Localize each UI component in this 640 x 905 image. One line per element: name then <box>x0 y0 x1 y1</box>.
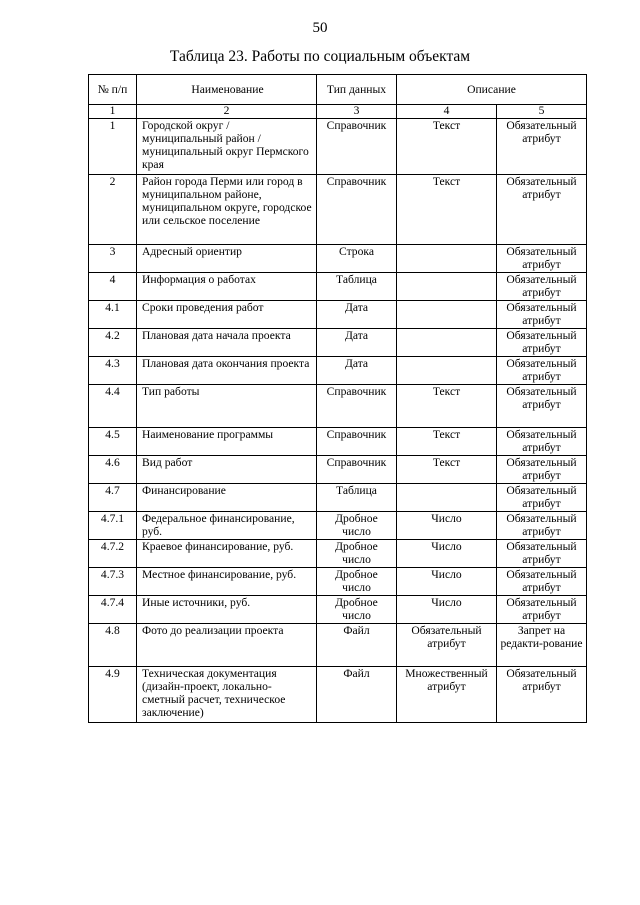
row-description-4: Число <box>397 512 497 540</box>
table-row <box>89 273 587 301</box>
row-number: 1 <box>89 119 137 175</box>
table-row <box>89 624 587 667</box>
row-name: Информация о работах <box>137 273 317 301</box>
col-number-5: 5 <box>497 105 587 119</box>
row-description-5: Обязательный атрибут <box>497 540 587 568</box>
row-data-type: Таблица <box>317 484 397 512</box>
table-row <box>89 568 587 596</box>
table-row <box>89 245 587 273</box>
row-description-4: Текст <box>397 175 497 245</box>
column-numbers-row <box>89 105 587 119</box>
page-number: 50 <box>312 20 328 36</box>
table-title: Таблица 23. Работы по социальным объектам <box>169 48 471 65</box>
row-name: Техническая документация (дизайн-проект, локально-сметный расчет, техническое заключение) <box>137 667 317 723</box>
row-data-type: Дробное число <box>317 568 397 596</box>
row-description-4 <box>397 329 497 357</box>
row-data-type: Справочник <box>317 385 397 428</box>
table-row <box>89 596 587 624</box>
row-description-4: Текст <box>397 385 497 428</box>
table-row <box>89 357 587 385</box>
row-description-5: Обязательный атрибут <box>497 428 587 456</box>
table-row <box>89 329 587 357</box>
row-description-5: Запрет на редакти-рование <box>497 624 587 667</box>
table-row <box>89 428 587 456</box>
col-number-3: 3 <box>317 105 397 119</box>
row-number: 4.5 <box>89 428 137 456</box>
table-row <box>89 385 587 428</box>
row-number: 4.7 <box>89 484 137 512</box>
row-name: Вид работ <box>137 456 317 484</box>
row-name: Сроки проведения работ <box>137 301 317 329</box>
row-name: Фото до реализации проекта <box>137 624 317 667</box>
row-number: 4.8 <box>89 624 137 667</box>
row-description-5: Обязательный атрибут <box>497 484 587 512</box>
row-description-5: Обязательный атрибут <box>497 667 587 723</box>
row-description-4 <box>397 245 497 273</box>
row-number: 4.3 <box>89 357 137 385</box>
row-number: 4.7.4 <box>89 596 137 624</box>
row-data-type: Дробное число <box>317 512 397 540</box>
table-body <box>89 119 587 723</box>
header-num: № п/п <box>89 75 137 105</box>
row-description-5: Обязательный атрибут <box>497 385 587 428</box>
row-number: 4.4 <box>89 385 137 428</box>
row-description-4 <box>397 273 497 301</box>
row-name: Район города Перми или город в муниципальном районе, муниципальном округе, городское или сельское поселение <box>137 175 317 245</box>
row-description-5: Обязательный атрибут <box>497 245 587 273</box>
row-name: Иные источники, руб. <box>137 596 317 624</box>
row-description-5: Обязательный атрибут <box>497 357 587 385</box>
row-name: Финансирование <box>137 484 317 512</box>
row-description-4: Число <box>397 596 497 624</box>
row-number: 2 <box>89 175 137 245</box>
row-data-type: Строка <box>317 245 397 273</box>
row-description-5: Обязательный атрибут <box>497 456 587 484</box>
row-number: 4.1 <box>89 301 137 329</box>
row-name: Наименование программы <box>137 428 317 456</box>
row-name: Федеральное финансирование, руб. <box>137 512 317 540</box>
row-description-5: Обязательный атрибут <box>497 512 587 540</box>
row-data-type: Справочник <box>317 428 397 456</box>
row-description-4: Текст <box>397 119 497 175</box>
row-number: 4.7.3 <box>89 568 137 596</box>
row-description-4 <box>397 484 497 512</box>
header-type: Тип данных <box>317 75 397 105</box>
row-description-5: Обязательный атрибут <box>497 301 587 329</box>
row-number: 4.6 <box>89 456 137 484</box>
works-table <box>88 74 587 723</box>
row-data-type: Таблица <box>317 273 397 301</box>
table-row <box>89 175 587 245</box>
header-name: Наименование <box>137 75 317 105</box>
row-number: 4.7.1 <box>89 512 137 540</box>
row-name: Городской округ / муниципальный район / муниципальный округ Пермского края <box>137 119 317 175</box>
row-description-4 <box>397 301 497 329</box>
row-description-5: Обязательный атрибут <box>497 175 587 245</box>
row-description-4: Обязательный атрибут <box>397 624 497 667</box>
table-row <box>89 667 587 723</box>
row-description-5: Обязательный атрибут <box>497 273 587 301</box>
row-data-type: Файл <box>317 667 397 723</box>
row-name: Плановая дата начала проекта <box>137 329 317 357</box>
row-data-type: Дата <box>317 329 397 357</box>
row-number: 4.2 <box>89 329 137 357</box>
row-number: 3 <box>89 245 137 273</box>
header-description: Описание <box>397 75 587 105</box>
row-description-4: Число <box>397 540 497 568</box>
row-data-type: Файл <box>317 624 397 667</box>
table-row <box>89 512 587 540</box>
table-header-row <box>89 75 587 105</box>
row-description-5: Обязательный атрибут <box>497 596 587 624</box>
row-data-type: Дробное число <box>317 540 397 568</box>
row-data-type: Справочник <box>317 119 397 175</box>
row-description-5: Обязательный атрибут <box>497 568 587 596</box>
row-description-5: Обязательный атрибут <box>497 329 587 357</box>
col-number-1: 1 <box>89 105 137 119</box>
table-row <box>89 484 587 512</box>
table-row <box>89 301 587 329</box>
row-data-type: Дата <box>317 301 397 329</box>
row-number: 4.9 <box>89 667 137 723</box>
row-data-type: Дробное число <box>317 596 397 624</box>
row-description-4: Текст <box>397 428 497 456</box>
row-description-4: Множественный атрибут <box>397 667 497 723</box>
row-data-type: Дата <box>317 357 397 385</box>
table-row <box>89 456 587 484</box>
row-name: Краевое финансирование, руб. <box>137 540 317 568</box>
row-data-type: Справочник <box>317 456 397 484</box>
row-name: Адресный ориентир <box>137 245 317 273</box>
col-number-4: 4 <box>397 105 497 119</box>
row-description-5: Обязательный атрибут <box>497 119 587 175</box>
table-row <box>89 119 587 175</box>
row-data-type: Справочник <box>317 175 397 245</box>
row-name: Плановая дата окончания проекта <box>137 357 317 385</box>
row-number: 4.7.2 <box>89 540 137 568</box>
row-name: Местное финансирование, руб. <box>137 568 317 596</box>
row-name: Тип работы <box>137 385 317 428</box>
row-description-4: Число <box>397 568 497 596</box>
table-row <box>89 540 587 568</box>
row-number: 4 <box>89 273 137 301</box>
row-description-4: Текст <box>397 456 497 484</box>
row-description-4 <box>397 357 497 385</box>
col-number-2: 2 <box>137 105 317 119</box>
